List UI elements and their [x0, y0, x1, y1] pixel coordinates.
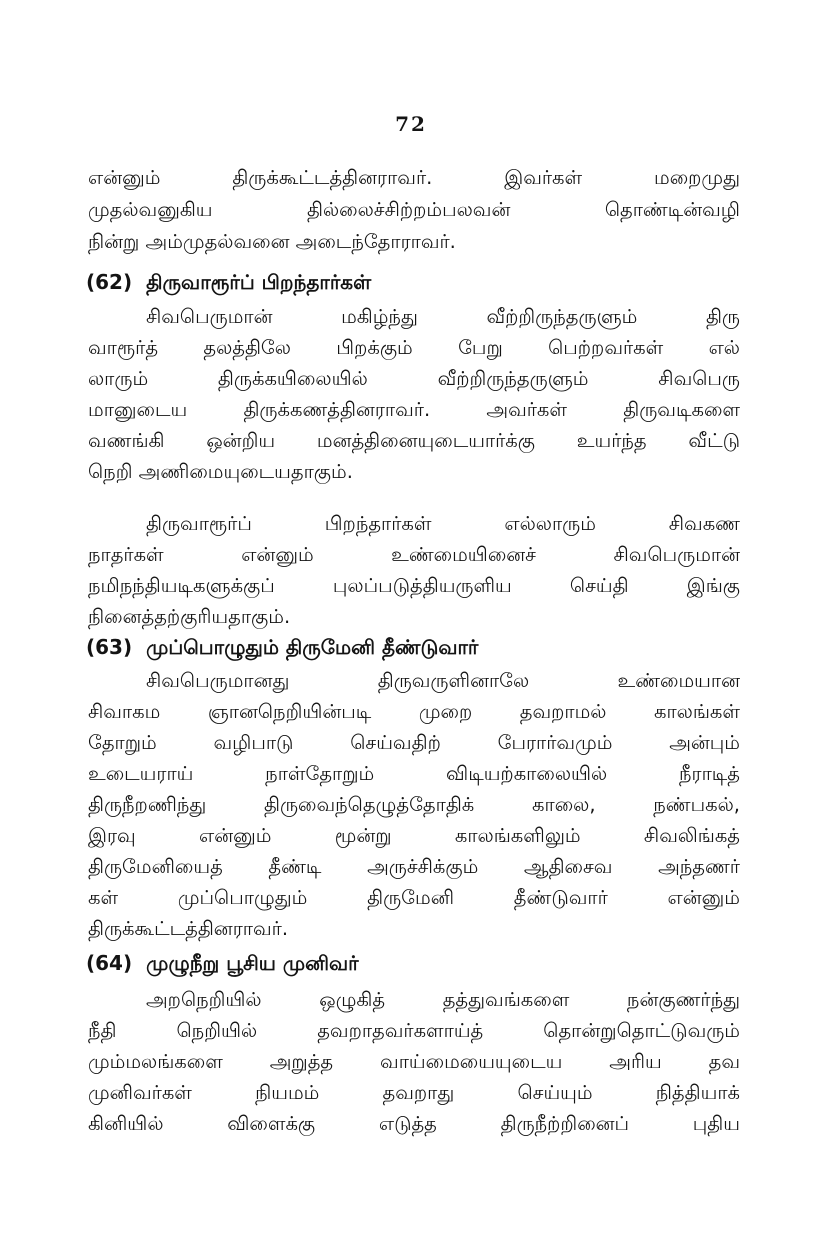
text-line: முனிவர்கள் நியமம் தவறாது செய்யும் நித்தியாக்: [88, 1081, 740, 1104]
text-line: லாரும் திருக்கயிலையில் வீற்றிருந்தருளும் சிவபெரு: [88, 367, 740, 390]
text-line: சிவபெருமானது திருவருளினாலே உண்மையான: [146, 669, 740, 692]
text-line: திருமேனியைத் தீண்டி அருச்சிக்கும் ஆதிசைவ அந்தணர்: [88, 855, 740, 878]
text-line: அறநெறியில் ஒழுகித் தத்துவங்களை நன்குணர்ந்து: [146, 988, 740, 1011]
text-line: நீதி நெறியில் தவறாதவர்களாய்த் தொன்றுதொட்டுவரும்: [88, 1019, 740, 1042]
text-line: நெறி அணிமையுடையதாகும்.: [88, 460, 353, 483]
text-line: நின்று அம்முதல்வனை அடைந்தோராவர்.: [88, 230, 456, 253]
text-line: வாரூர்த் தலத்திலே பிறக்கும் பேறு பெற்றவர்கள் எல்: [88, 336, 740, 359]
text-line: வணங்கி ஒன்றிய மனத்தினையுடையார்க்கு உயர்ந்த வீட்டு: [88, 429, 740, 452]
text-line: கினியில் விளைக்கு எடுத்த திருநீற்றினைப் புதிய: [88, 1112, 740, 1135]
text-line: உடையராய் நாள்தோறும் விடியற்காலையில் நீராடித்: [88, 762, 740, 785]
text-line: திருக்கூட்டத்தினராவர்.: [88, 917, 289, 940]
text-line: என்னும் திருக்கூட்டத்தினராவர். இவர்கள் மறைமுது: [88, 166, 740, 189]
section-heading: [86, 948, 746, 978]
text-line: சிவபெருமான் மகிழ்ந்து வீற்றிருந்தருளும் திரு: [146, 305, 740, 328]
text-line: நமிநந்தியடிகளுக்குப் புலப்படுத்தியருளிய செய்தி இங்கு: [88, 574, 740, 597]
section-number: (64): [86, 951, 133, 975]
text-line: மானுடைய திருக்கணத்தினராவர். அவர்கள் திருவடிகளை: [88, 398, 740, 421]
section-heading: [86, 632, 746, 662]
section-title: திருவாரூர்ப் பிறந்தார்கள்: [146, 270, 372, 294]
text-line: தோறும் வழிபாடு செய்வதிற் பேரார்வமும் அன்பும்: [88, 731, 740, 754]
page-number: 72: [395, 112, 427, 136]
text-line: திருநீறணிந்து திருவைந்தெழுத்தோதிக் காலை, நண்பகல்,: [88, 793, 740, 816]
text-line: முதல்வனுகிய தில்லைச்சிற்றம்பலவன் தொண்டின்வழி: [88, 198, 740, 221]
section-title: முப்பொழுதும் திருமேனி தீண்டுவார்: [146, 635, 479, 659]
text-line: மும்மலங்களை அறுத்த வாய்மையையுடைய அரிய தவ: [88, 1050, 740, 1073]
text-line: நினைத்தற்குரியதாகும்.: [88, 605, 291, 628]
section-number: (63): [86, 635, 133, 659]
text-line: நாதர்கள் என்னும் உண்மையினைச் சிவபெருமான்: [88, 543, 740, 566]
text-line: இரவு என்னும் மூன்று காலங்களிலும் சிவலிங்கத்: [88, 824, 740, 847]
text-line: திருவாரூர்ப் பிறந்தார்கள் எல்லாரும் சிவகண: [146, 512, 740, 535]
section-title: முழுநீறு பூசிய முனிவர்: [146, 951, 359, 975]
text-line: சிவாகம ஞானநெறியின்படி முறை தவறாமல் காலங்கள்: [88, 700, 740, 723]
section-heading: [86, 267, 746, 297]
text-line: கள் முப்பொழுதும் திருமேனி தீண்டுவார் என்னும்: [88, 886, 740, 909]
section-number: (62): [86, 270, 133, 294]
